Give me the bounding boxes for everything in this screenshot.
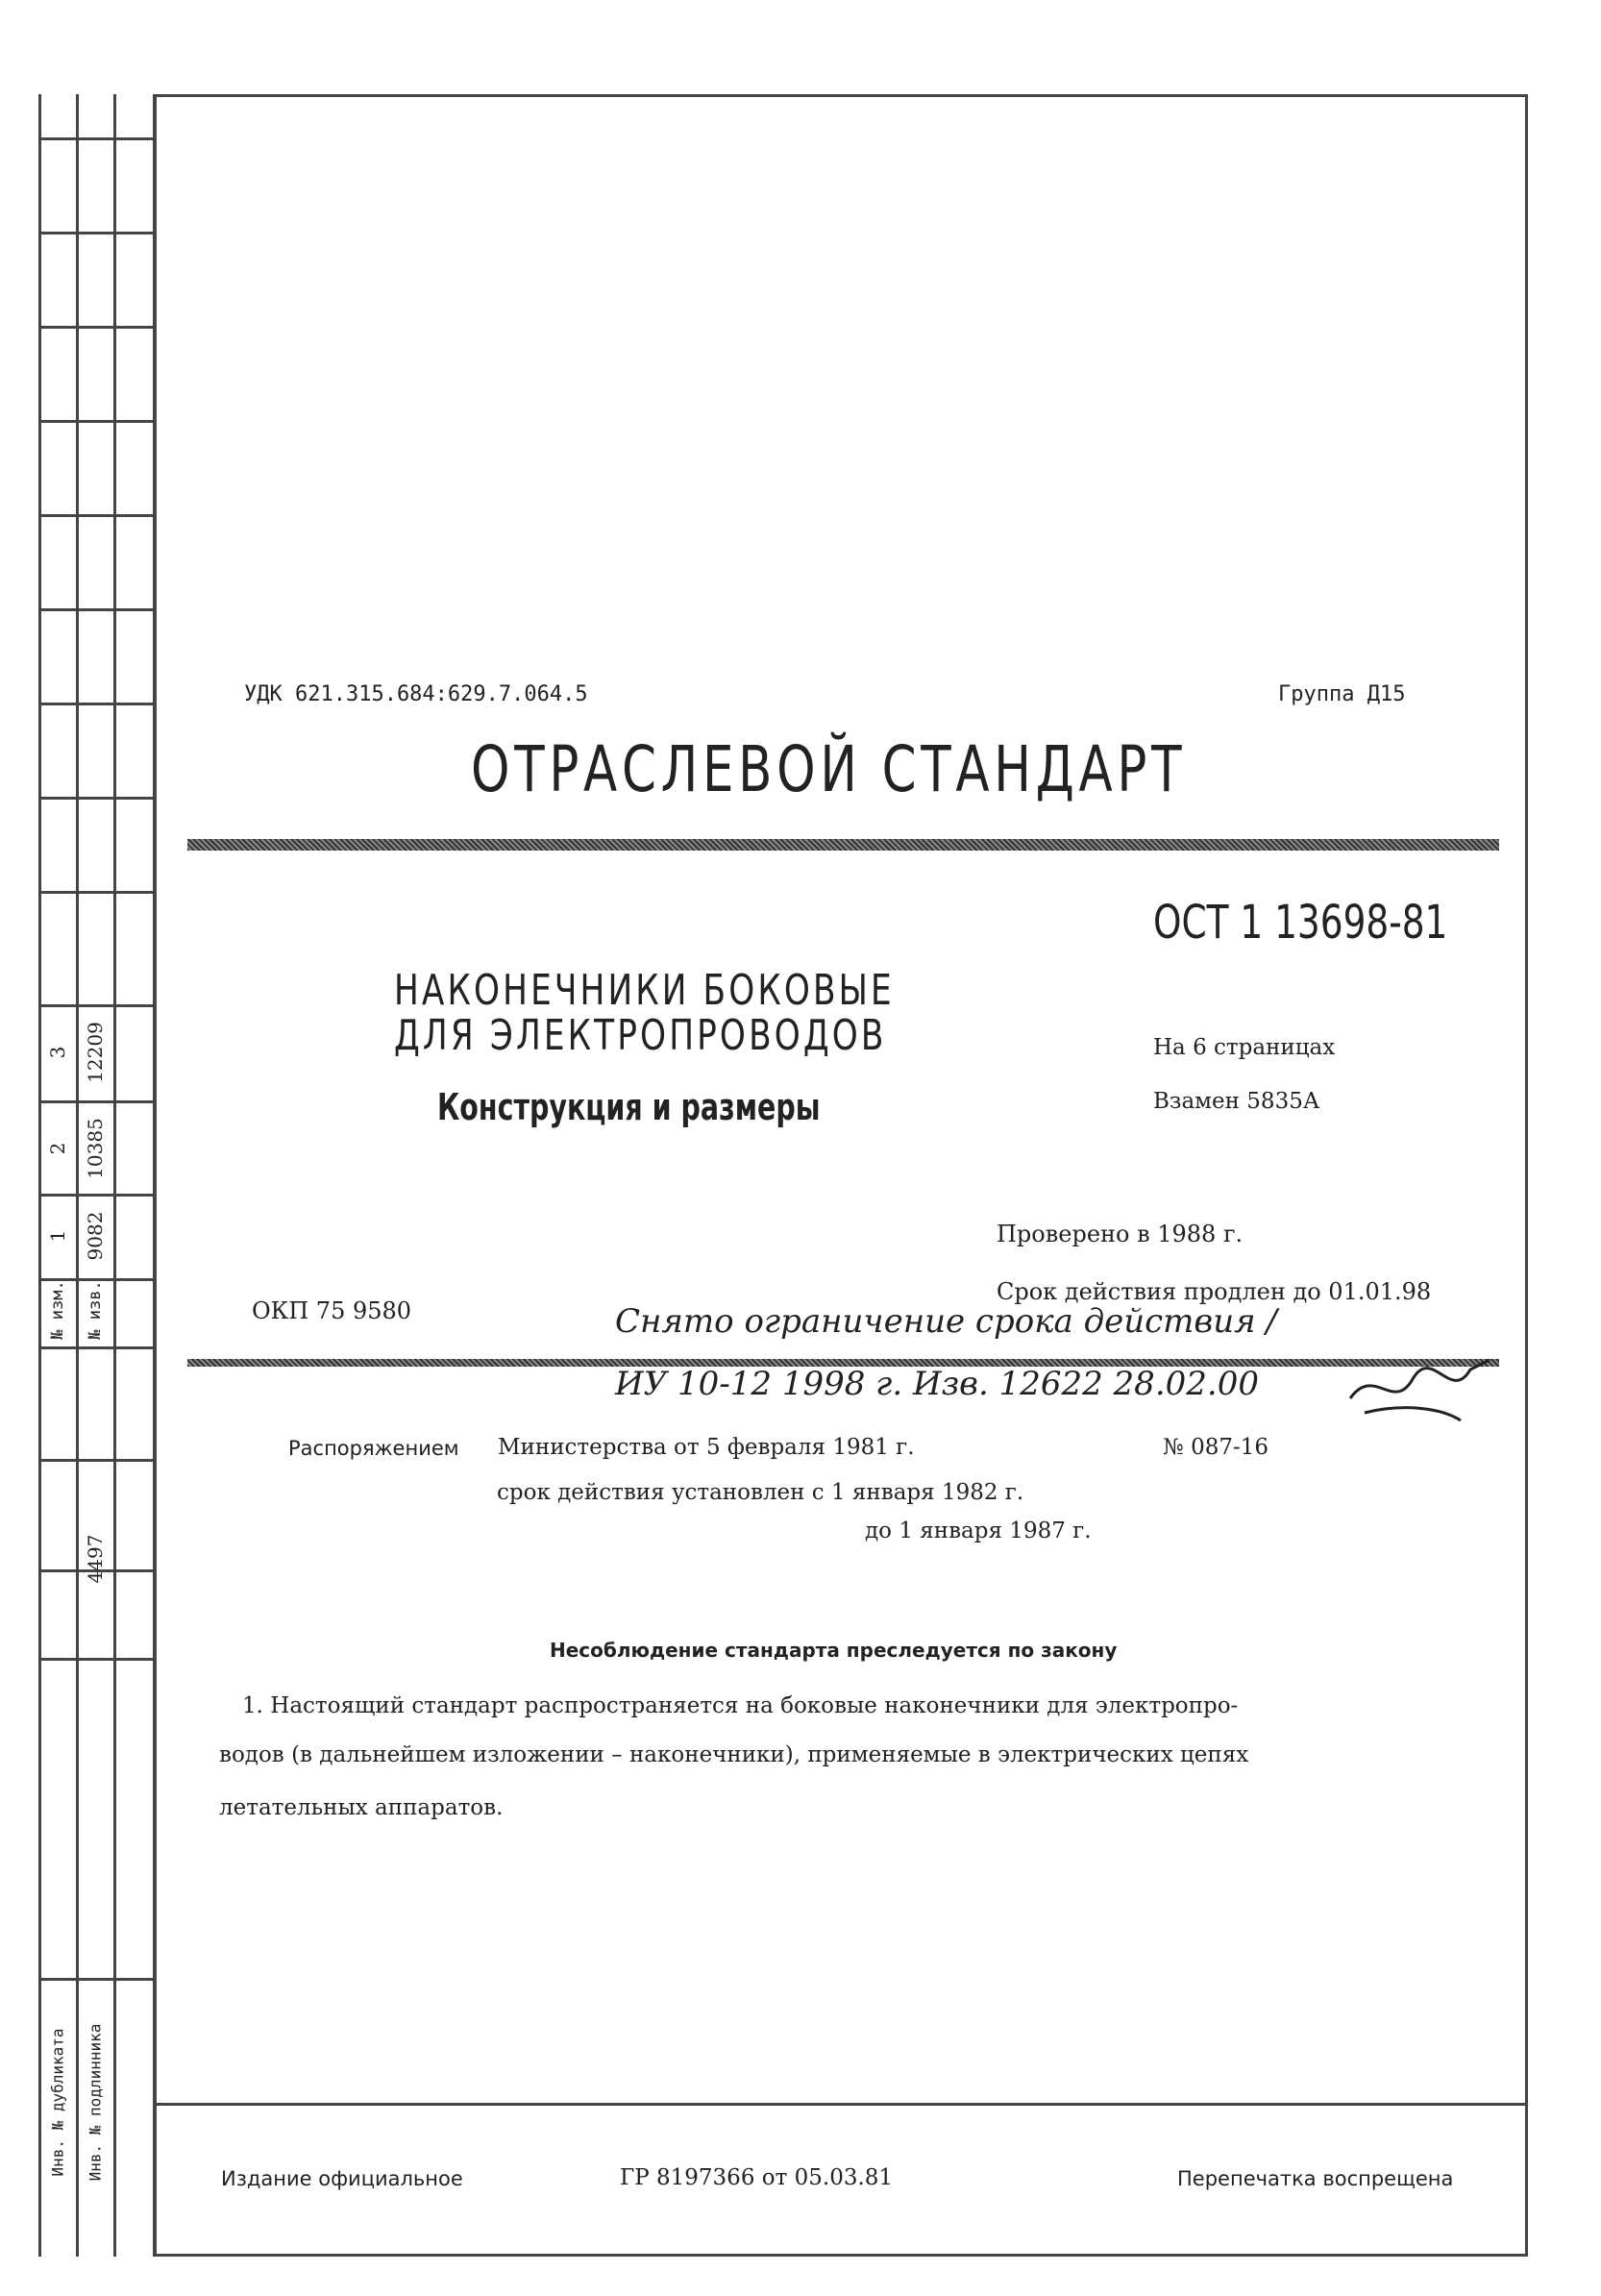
order-label: Распоряжением <box>288 1437 459 1460</box>
standard-number: ОСТ 1 13698-81 <box>1153 896 1448 950</box>
change-no-2: 2 <box>46 1142 69 1155</box>
change-no-3: 3 <box>46 1046 69 1059</box>
original-inv-value: 4497 <box>84 1534 107 1584</box>
group-code: Группа Д15 <box>1278 682 1406 706</box>
okp-code: ОКП 75 9580 <box>252 1297 412 1324</box>
paragraph-1-line2: водов (в дальнейшем изложении – наконечники), применяемые в электрических цепях <box>219 1742 1249 1767</box>
notice-no-2: 10385 <box>84 1118 107 1179</box>
signature <box>1345 1355 1499 1422</box>
replaces: Взамен 5835А <box>1153 1089 1320 1114</box>
edition-label: Издание официальное <box>221 2167 463 2190</box>
notice-no-1: 9082 <box>84 1211 107 1261</box>
notice-no-label: № изв. <box>86 1280 105 1340</box>
checked-note: Проверено в 1988 г. <box>997 1221 1244 1247</box>
paragraph-1-line1: 1. Настоящий стандарт распространяется на боковые наконечники для электропро- <box>242 1693 1239 1718</box>
extension-note: Срок действия продлен до 01.01.98 <box>997 1278 1432 1305</box>
original-inv-label: Инв. № подлинника <box>86 2023 105 2182</box>
side-strip <box>38 94 156 2257</box>
standard-name-line2: ДЛЯ ЭЛЕКТРОПРОВОДОВ <box>394 1011 887 1060</box>
handwritten-note-line2: ИУ 10-12 1998 г. Изв. 12622 28.02.00 <box>615 1365 1259 1403</box>
standard-name-line1: НАКОНЕЧНИКИ БОКОВЫЕ <box>394 966 895 1015</box>
registration-number: ГР 8197366 от 05.03.81 <box>620 2165 894 2190</box>
validity-from: срок действия установлен с 1 января 1982 г. <box>497 1480 1024 1505</box>
page-count: На 6 страницах <box>1153 1035 1336 1060</box>
document-type-title: ОТРАСЛЕВОЙ СТАНДАРТ <box>471 732 1187 806</box>
change-no-1: 1 <box>46 1229 69 1243</box>
duplicate-inv-label: Инв. № дубликата <box>48 2028 67 2177</box>
validity-to: до 1 января 1987 г. <box>865 1518 1092 1543</box>
order-text: Министерства от 5 февраля 1981 г. <box>498 1435 915 1460</box>
notice-no-3: 12209 <box>84 1022 107 1083</box>
change-no-label: № изм. <box>48 1280 67 1340</box>
footer-divider <box>153 2103 1528 2106</box>
paragraph-1-line3: летательных аппаратов. <box>219 1795 504 1820</box>
udk-code: УДК 621.315.684:629.7.064.5 <box>244 682 588 706</box>
title-divider <box>187 839 1499 851</box>
handwritten-note-line1: Снято ограничение срока действия / <box>615 1302 1277 1341</box>
reprint-notice: Перепечатка воспрещена <box>1177 2167 1454 2190</box>
standard-subtitle: Конструкция и размеры <box>437 1086 821 1128</box>
order-number: № 087-16 <box>1163 1435 1269 1460</box>
page-frame <box>153 94 1528 2257</box>
legal-warning: Несоблюдение стандарта преследуется по закону <box>550 1639 1118 1662</box>
